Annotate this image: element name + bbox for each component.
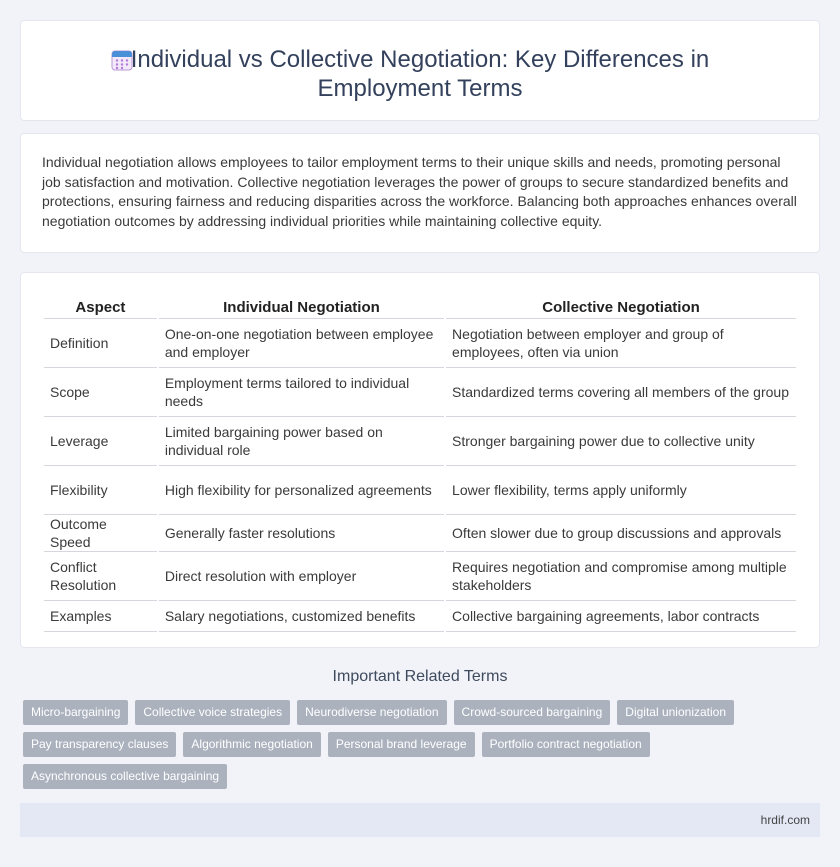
table-row: [44, 515, 796, 552]
collective-cell: Requires negotiation and compromise among multiple stakeholders: [446, 552, 796, 601]
aspect-cell: Leverage: [44, 417, 157, 466]
table-row: [44, 552, 796, 601]
column-header-individual: Individual Negotiation: [159, 295, 444, 319]
related-tag[interactable]: Algorithmic negotiation: [183, 732, 320, 757]
collective-cell: Stronger bargaining power due to collective unity: [446, 417, 796, 466]
related-terms-title: Important Related Terms: [332, 668, 508, 685]
individual-cell: Generally faster resolutions: [159, 515, 444, 552]
footer: [20, 803, 820, 837]
related-tag[interactable]: Asynchronous collective bargaining: [23, 764, 227, 789]
related-tag[interactable]: Micro-bargaining: [23, 700, 128, 725]
intro-paragraph: Individual negotiation allows employees to tailor employment terms to their unique skills and needs, promoting personal job satisfaction and motivation. Collective negotiation leverages the power of groups to secure standardized benefits and protections, ensuring fairness and reducing disparities across the workforce. Balancing both approaches enhances overall negotiation outcomes by addressing individual priorities while maintaining collective equity.: [42, 154, 797, 229]
table-row: [44, 368, 796, 417]
related-terms-list: [23, 700, 803, 796]
collective-cell: Often slower due to group discussions and approvals: [446, 515, 796, 552]
collective-cell: Lower flexibility, terms apply uniformly: [446, 466, 796, 515]
collective-cell: Negotiation between employer and group of employees, often via union: [446, 319, 796, 368]
footer-site-link[interactable]: hrdif.com: [760, 813, 810, 827]
collective-cell: Standardized terms covering all members of the group: [446, 368, 796, 417]
table-row: [44, 466, 796, 515]
aspect-cell: Conflict Resolution: [44, 552, 157, 601]
aspect-cell: Scope: [44, 368, 157, 417]
individual-cell: One-on-one negotiation between employee and employer: [159, 319, 444, 368]
aspect-cell: Definition: [44, 319, 157, 368]
comparison-table-card: [20, 272, 820, 648]
related-tag[interactable]: Portfolio contract negotiation: [482, 732, 650, 757]
aspect-cell: Examples: [44, 601, 157, 632]
related-tag[interactable]: Neurodiverse negotiation: [297, 700, 446, 725]
page-title: Individual vs Collective Negotiation: Key Differences in Employment Terms: [130, 46, 710, 102]
comparison-table: [42, 295, 798, 632]
related-tag[interactable]: Crowd-sourced bargaining: [454, 700, 611, 725]
related-tag[interactable]: Pay transparency clauses: [23, 732, 176, 757]
header-card: [20, 20, 820, 121]
individual-cell: Employment terms tailored to individual needs: [159, 368, 444, 417]
table-row: [44, 417, 796, 466]
individual-cell: Limited bargaining power based on individual role: [159, 417, 444, 466]
aspect-cell: Outcome Speed: [44, 515, 157, 552]
individual-cell: Direct resolution with employer: [159, 552, 444, 601]
table-row: [44, 601, 796, 632]
related-tag[interactable]: Digital unionization: [617, 700, 734, 725]
table-row: [44, 319, 796, 368]
table-header-row: [44, 295, 796, 319]
related-tag[interactable]: Personal brand leverage: [328, 732, 475, 757]
aspect-cell: Flexibility: [44, 466, 157, 515]
intro-card: [20, 133, 820, 253]
column-header-collective: Collective Negotiation: [446, 295, 796, 319]
individual-cell: High flexibility for personalized agreements: [159, 466, 444, 515]
individual-cell: Salary negotiations, customized benefits: [159, 601, 444, 632]
related-tag[interactable]: Collective voice strategies: [135, 700, 290, 725]
collective-cell: Collective bargaining agreements, labor contracts: [446, 601, 796, 632]
column-header-aspect: Aspect: [44, 295, 157, 319]
